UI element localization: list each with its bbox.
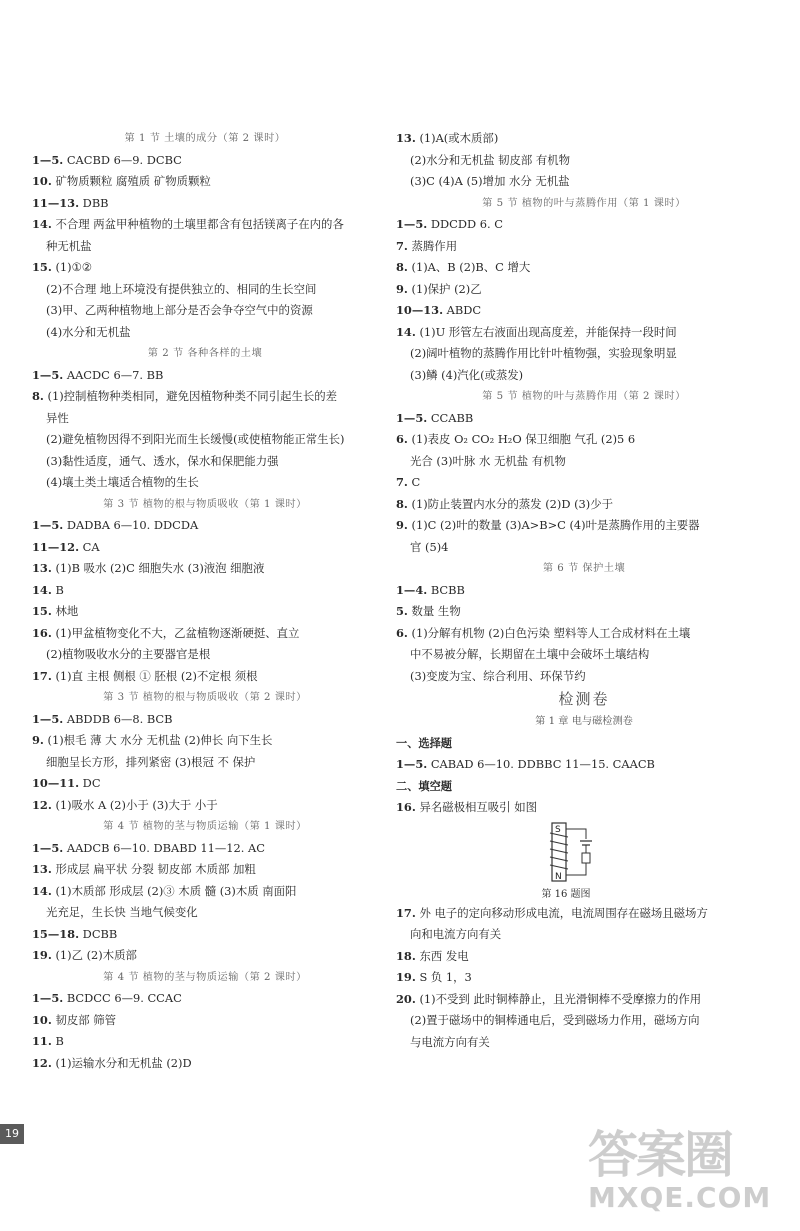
question-number: 7. xyxy=(396,238,408,253)
question-number: 18. xyxy=(396,948,416,963)
answer-continuation: (2)置于磁场中的铜棒通电后，受到磁场力作用，磁场方向 xyxy=(410,1013,700,1027)
answer-column-right xyxy=(396,128,772,1053)
answer-line xyxy=(396,967,772,989)
answer-text: CA xyxy=(79,539,100,554)
question-number: 15. xyxy=(32,604,52,618)
answer-line xyxy=(396,128,772,150)
question-number: 7. xyxy=(396,475,408,489)
answer-line xyxy=(396,214,772,236)
question-number: 11—13. xyxy=(32,195,80,210)
answer-line xyxy=(32,214,378,236)
answer-continuation: (2)避免植物因得不到阳光而生长缓慢(或使植物能正常生长) xyxy=(46,432,345,446)
answer-text: (1)不受到 此时铜棒静止，且光滑铜棒不受摩擦力的作用 xyxy=(415,991,702,1006)
answer-text: (1)运输水分和无机盐 (2)D xyxy=(51,1055,192,1070)
question-number: 15. xyxy=(32,260,52,274)
answer-line xyxy=(32,386,378,408)
answer-text: (1)分解有机物 (2)白色污染 塑料等人工合成材料在土壤 xyxy=(407,625,691,640)
answer-text: BCBB xyxy=(427,582,465,597)
answer-line xyxy=(32,859,378,881)
answer-text: AACDC 6—7. BB xyxy=(63,367,164,382)
answer-line xyxy=(396,903,772,925)
answer-text: (1)B 吸水 (2)C 细胞失水 (3)液泡 细胞液 xyxy=(51,561,265,575)
answer-line xyxy=(396,236,772,258)
answer-continuation: (2)不合理 地上环境没有提供独立的、相同的生长空间 xyxy=(46,281,317,296)
answer-column-left xyxy=(32,128,378,1074)
answer-continuation: 向和电流方向有关 xyxy=(410,927,502,941)
question-number: 10. xyxy=(32,1012,52,1027)
answer-line xyxy=(32,881,378,903)
question-number: 19. xyxy=(32,948,52,962)
answer-text: DBB xyxy=(79,195,109,210)
answer-text: 韧皮部 筛管 xyxy=(51,1012,117,1027)
answer-continuation: 异性 xyxy=(46,410,69,425)
answer-line xyxy=(396,257,772,279)
watermark-logo: 答案圈 xyxy=(588,1126,732,1184)
answer-line xyxy=(396,601,772,623)
question-number: 11. xyxy=(32,1034,52,1048)
answer-text: DADBA 6—10. DDCDA xyxy=(63,518,199,532)
answer-text: (1)甲盆植物变化不大，乙盆植物逐渐硬挺、直立 xyxy=(51,625,300,640)
question-number: 14. xyxy=(32,883,52,898)
answer-text: CACBD 6—9. DCBC xyxy=(63,152,182,167)
answer-continuation: 光充足，生长快 当地气候变化 xyxy=(46,905,198,919)
answer-text: (1)表皮 O₂ CO₂ H₂O 保卫细胞 气孔 (2)5 6 xyxy=(407,432,636,446)
section-heading: 第 4 节 植物的茎与物质运输（第 2 课时） xyxy=(103,971,307,983)
question-number: 15—18. xyxy=(32,926,80,941)
question-number: 10. xyxy=(32,174,52,188)
answer-text: (1)防止装置内水分的蒸发 (2)D (3)少于 xyxy=(407,496,613,511)
section-heading: 第 5 节 植物的叶与蒸腾作用（第 2 课时） xyxy=(482,391,686,402)
answer-text: 矿物质颗粒 腐殖质 矿物质颗粒 xyxy=(51,174,211,188)
question-number: 1—5. xyxy=(32,711,64,726)
answer-text: 外 电子的定向移动形成电流，电流周围存在磁场且磁场方 xyxy=(415,905,708,920)
section-heading: 第 5 节 植物的叶与蒸腾作用（第 1 课时） xyxy=(482,197,686,209)
answer-line xyxy=(32,558,378,580)
answer-text: S 负 1，3 xyxy=(415,970,472,984)
watermark xyxy=(588,1127,778,1217)
answer-line xyxy=(32,515,378,537)
figure-caption: 第 16 题图 xyxy=(541,888,591,900)
question-number: 19. xyxy=(396,970,416,984)
section-heading: 第 4 节 植物的茎与物质运输（第 1 课时） xyxy=(103,821,307,832)
question-type-heading: 二、填空题 xyxy=(396,778,452,793)
question-number: 1—5. xyxy=(32,518,64,532)
answer-text: DC xyxy=(79,776,101,790)
circuit-wire xyxy=(566,829,586,875)
answer-line xyxy=(396,279,772,301)
answer-text: 不合理 两盆甲种植物的土壤里都含有包括镁离子在内的各 xyxy=(51,217,344,231)
answer-text: (1)控制植物种类相同，避免因植物种类不同引起生长的差 xyxy=(43,389,338,403)
battery-symbol xyxy=(580,841,592,845)
question-number: 13. xyxy=(32,561,52,575)
question-number: 1—5. xyxy=(396,757,428,771)
answer-line xyxy=(32,988,378,1010)
answer-line xyxy=(396,754,772,776)
answer-text: ABDC xyxy=(443,303,482,317)
answer-line xyxy=(32,150,378,172)
question-number: 13. xyxy=(396,131,416,145)
answer-text: (1)保护 (2)乙 xyxy=(407,281,482,296)
answer-line xyxy=(396,300,772,322)
answer-line xyxy=(32,773,378,795)
question-number: 1—5. xyxy=(32,367,64,382)
question-number: 10—11. xyxy=(32,776,80,790)
question-number: 5. xyxy=(396,604,408,618)
answer-line xyxy=(396,408,772,430)
answer-continuation: 光合 (3)叶脉 水 无机盐 有机物 xyxy=(410,453,566,468)
answer-text: CABAD 6—10. DDBBC 11—15. CAACB xyxy=(427,757,655,771)
answer-continuation: 细胞呈长方形，排列紧密 (3)根冠 不 保护 xyxy=(46,754,256,769)
answer-text: 异名磁极相互吸引 如图 xyxy=(415,800,537,814)
question-number: 8. xyxy=(396,496,408,511)
question-number: 17. xyxy=(396,905,416,920)
answer-line xyxy=(396,472,772,494)
answer-text: 东西 发电 xyxy=(415,948,469,963)
resistor-symbol xyxy=(582,853,590,863)
question-number: 16. xyxy=(396,800,416,814)
question-number: 12. xyxy=(32,1055,52,1070)
answer-continuation: (3)变废为宝、综合利用、环保节约 xyxy=(410,668,586,683)
answer-text: DCBB xyxy=(79,926,118,941)
question-number: 13. xyxy=(32,862,52,876)
test-paper-title: 检测卷 xyxy=(558,690,610,708)
answer-text: (1)①② xyxy=(51,260,93,274)
answer-text: (1)木质部 形成层 (2)③ 木质 髓 (3)木质 南面阳 xyxy=(51,883,297,898)
answer-line xyxy=(32,623,378,645)
question-number: 9. xyxy=(396,518,408,532)
section-heading: 第 6 节 保护土壤 xyxy=(542,563,626,574)
question-number: 14. xyxy=(396,324,416,339)
answer-line xyxy=(32,257,378,279)
answer-line xyxy=(32,730,378,752)
question-number: 1—5. xyxy=(32,152,64,167)
answer-text: CCABB xyxy=(427,410,474,425)
answer-line xyxy=(32,838,378,860)
section-heading: 第 1 节 土壤的成分（第 2 课时） xyxy=(124,133,286,144)
answer-line xyxy=(32,1053,378,1075)
answer-line xyxy=(32,1010,378,1032)
answer-continuation: 种无机盐 xyxy=(46,238,92,253)
question-number: 17. xyxy=(32,668,52,683)
section-heading: 第 3 节 植物的根与物质吸收（第 1 课时） xyxy=(103,498,307,510)
question-number: 6. xyxy=(396,625,408,640)
answer-line xyxy=(32,1031,378,1053)
answer-line xyxy=(396,797,772,819)
answer-continuation: (3)甲、乙两种植物地上部分是否会争夺空气中的资源 xyxy=(46,303,313,317)
answer-line xyxy=(396,322,772,344)
question-number: 11—12. xyxy=(32,539,80,554)
question-number: 14. xyxy=(32,582,52,597)
answer-continuation: 官 (5)4 xyxy=(410,539,449,554)
question-number: 9. xyxy=(396,281,408,296)
question-number: 8. xyxy=(32,389,44,403)
answer-continuation: 与电流方向有关 xyxy=(410,1034,490,1049)
electromagnet-circuit-diagram xyxy=(546,819,616,887)
answer-text: BCDCC 6—9. CCAC xyxy=(63,991,182,1005)
answer-continuation: (2)阔叶植物的蒸腾作用比针叶植物强，实验现象明显 xyxy=(410,346,677,360)
answer-text: (1)吸水 A (2)小于 (3)大于 小于 xyxy=(51,797,218,812)
answer-continuation: (3)黏性适度，通气、透水，保水和保肥能力强 xyxy=(46,453,279,468)
answer-line xyxy=(32,601,378,623)
answer-line xyxy=(396,429,772,451)
page-number: 19 xyxy=(0,1124,24,1144)
answer-line xyxy=(32,365,378,387)
answer-line xyxy=(396,580,772,602)
answer-continuation: (3)C (4)A (5)增加 水分 无机盐 xyxy=(410,174,570,188)
answer-line xyxy=(396,946,772,968)
watermark-url: MXQE.COM xyxy=(588,1181,772,1214)
answer-line xyxy=(32,537,378,559)
answer-text: 林地 xyxy=(51,604,79,618)
question-number: 14. xyxy=(32,217,52,231)
answer-text: (1)U 形管左右液面出现高度差，并能保持一段时间 xyxy=(415,324,677,339)
answer-text: C xyxy=(407,475,421,489)
answer-text: DDCDD 6. C xyxy=(427,217,503,231)
answer-line xyxy=(32,666,378,688)
answer-continuation: 中不易被分解，长期留在土壤中会破坏土壤结构 xyxy=(410,647,650,661)
coil-winding xyxy=(550,833,568,869)
answer-line xyxy=(32,709,378,731)
question-number: 10—13. xyxy=(396,303,444,317)
chapter-test-subtitle: 第 1 章 电与磁检测卷 xyxy=(535,716,633,727)
question-number: 1—5. xyxy=(396,410,428,425)
answer-continuation: (3)鳞 (4)汽化(或蒸发) xyxy=(410,367,524,382)
answer-text: B xyxy=(51,1034,64,1048)
question-number: 1—5. xyxy=(396,217,428,231)
answer-text: 蒸腾作用 xyxy=(407,238,458,253)
question-number: 1—4. xyxy=(396,582,428,597)
answer-text: B xyxy=(51,582,64,597)
answer-text: ABDDB 6—8. BCB xyxy=(63,711,173,726)
pole-label-s: S xyxy=(555,824,561,835)
question-number: 6. xyxy=(396,432,408,446)
section-heading: 第 3 节 植物的根与物质吸收（第 2 课时） xyxy=(103,692,307,703)
answer-line xyxy=(396,515,772,537)
answer-line xyxy=(396,623,772,645)
question-number: 12. xyxy=(32,797,52,812)
answer-line xyxy=(32,171,378,193)
question-number: 16. xyxy=(32,625,52,640)
question-number: 1—5. xyxy=(32,840,64,855)
question-number: 20. xyxy=(396,991,416,1006)
answer-text: (1)A、B (2)B、C 增大 xyxy=(407,260,531,274)
answer-text: (1)根毛 薄 大 水分 无机盐 (2)伸长 向下生长 xyxy=(43,733,273,747)
answer-line xyxy=(32,795,378,817)
section-heading: 第 2 节 各种各样的土壤 xyxy=(147,348,263,359)
answer-line xyxy=(32,580,378,602)
answer-continuation: (2)水分和无机盐 韧皮部 有机物 xyxy=(410,152,571,167)
answer-text: (1)乙 (2)木质部 xyxy=(51,948,137,962)
pole-label-n: N xyxy=(555,871,562,882)
answer-text: AADCB 6—10. DBABD 11—12. AC xyxy=(63,840,265,855)
answer-continuation: (2)植物吸收水分的主要器官是根 xyxy=(46,647,211,661)
answer-continuation: (4)壤土类土壤适合植物的生长 xyxy=(46,475,199,489)
answer-line xyxy=(32,945,378,967)
question-type-heading: 一、选择题 xyxy=(396,735,452,750)
question-number: 1—5. xyxy=(32,991,64,1005)
answer-line xyxy=(396,494,772,516)
answer-line xyxy=(396,989,772,1011)
figure-16 xyxy=(396,819,772,903)
answer-text: (1)A(或木质部) xyxy=(415,131,499,145)
answer-text: 形成层 扁平状 分裂 韧皮部 木质部 加粗 xyxy=(51,862,256,876)
answer-text: (1)C (2)叶的数量 (3)A>B>C (4)叶是蒸腾作用的主要器 xyxy=(407,518,700,532)
answer-line xyxy=(32,924,378,946)
question-number: 8. xyxy=(396,260,408,274)
question-number: 9. xyxy=(32,733,44,747)
answer-line xyxy=(32,193,378,215)
answer-text: 数量 生物 xyxy=(407,604,461,618)
answer-continuation: (4)水分和无机盐 xyxy=(46,324,131,339)
answer-text: (1)直 主根 侧根 ① 胚根 (2)不定根 须根 xyxy=(51,668,258,683)
